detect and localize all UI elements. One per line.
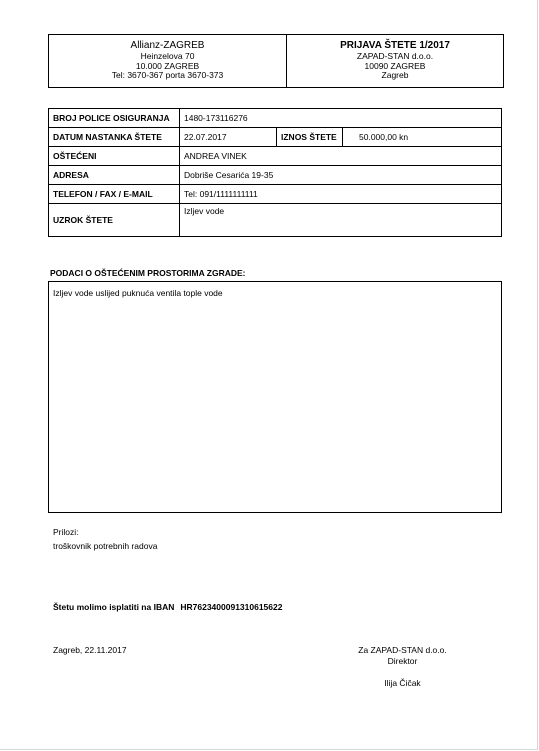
table-row bbox=[49, 109, 502, 128]
insurer-name: Allianz-ZAGREB bbox=[130, 40, 205, 51]
iban-value: HR7623400091310615622 bbox=[180, 602, 283, 612]
claimant-block bbox=[287, 35, 503, 87]
cause-label: UZROK ŠTETE bbox=[49, 204, 180, 237]
table-row bbox=[49, 185, 502, 204]
document-header bbox=[48, 34, 504, 88]
signature-role: Direktor bbox=[387, 656, 418, 666]
policy-value: 1480-173116276 bbox=[180, 109, 502, 128]
insurer-block bbox=[49, 35, 287, 87]
insurer-street: Heinzelova 70 bbox=[140, 51, 195, 61]
policy-label: BROJ POLICE OSIGURANJA bbox=[49, 109, 180, 128]
signature-company: Za ZAPAD-STAN d.o.o. bbox=[358, 645, 447, 655]
table-row bbox=[49, 147, 502, 166]
table-row bbox=[49, 128, 502, 147]
insurer-city: 10.000 ZAGREB bbox=[135, 60, 200, 71]
payment-text: Štetu molimo isplatiti na IBAN bbox=[53, 602, 175, 612]
table-row bbox=[49, 166, 502, 185]
attachments-label: Prilozi: bbox=[53, 527, 79, 537]
claim-info-table bbox=[48, 108, 502, 237]
document-title: PRIJAVA ŠTETE 1/2017 bbox=[340, 40, 450, 51]
contact-label: TELEFON / FAX / E-MAIL bbox=[49, 185, 180, 204]
contact-value: Tel: 091/1111111111 bbox=[180, 185, 502, 204]
damage-section-title: PODACI O OŠTEĆENIM PROSTORIMA ZGRADE: bbox=[50, 268, 246, 278]
payment-line bbox=[53, 602, 282, 612]
injured-value: ANDREA VINEK bbox=[180, 147, 502, 166]
damage-description-box bbox=[48, 281, 502, 513]
address-value: Dobriše Cesarića 19-35 bbox=[180, 166, 502, 185]
claimant-postal: 10090 ZAGREB bbox=[364, 60, 426, 71]
place-date: Zagreb, 22.11.2017 bbox=[53, 645, 127, 655]
injured-label: OŠTEĆENI bbox=[49, 147, 180, 166]
amount-value: 50.000,00 kn bbox=[343, 128, 502, 147]
amount-label: IZNOS ŠTETE bbox=[277, 128, 343, 147]
insurer-phone: Tel: 3670-367 porta 3670-373 bbox=[111, 70, 224, 80]
claimant-city: Zagreb bbox=[381, 70, 409, 80]
date-value: 22.07.2017 bbox=[180, 128, 277, 147]
claimant-company: ZAPAD-STAN d.o.o. bbox=[356, 51, 434, 61]
table-row bbox=[49, 204, 502, 237]
signature-block bbox=[340, 645, 465, 667]
cause-value: Izljev vode bbox=[180, 204, 502, 237]
damage-description: Izljev vode uslijed puknuća ventila tople vode bbox=[53, 288, 223, 298]
attachments-value: troškovnik potrebnih radova bbox=[53, 541, 158, 551]
signer-name: Ilija Čičak bbox=[384, 678, 421, 688]
date-label: DATUM NASTANKA ŠTETE bbox=[49, 128, 180, 147]
address-label: ADRESA bbox=[49, 166, 180, 185]
